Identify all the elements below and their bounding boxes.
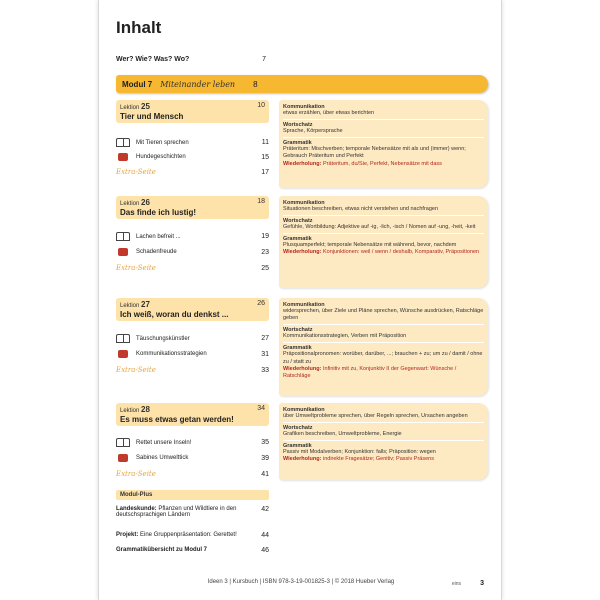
lektion-details [279,100,488,188]
list-item-page: 44 [261,532,269,539]
wort-label: Wortschatz [283,218,313,225]
list-item-text: Kommunikationsstrategien [136,351,207,357]
wdh-text: Konjunktionen: weil / wenn / deshalb, Komparativ, Präpositionen [322,249,480,256]
modul-plus-header: Modul-Plus [116,490,269,500]
plus-item-bold: Landeskunde: [116,506,157,512]
komm-text: über Umweltprobleme sprechen, über Regeln sprechen, Ursachen angeben [283,413,468,419]
list-item[interactable] [116,438,269,447]
wort-text: Sprache, Körpersprache [283,128,343,135]
list-item-page: 39 [261,454,269,462]
list-item[interactable] [116,232,269,241]
list-item[interactable] [116,264,269,272]
lektion-title: Tier und Mensch [120,112,184,121]
extra-seite-label: Extra-Seite [116,470,156,478]
wdh-text: indirekte Fragesätze; Genitiv; Passiv Präsens [322,456,434,463]
komm-label: Kommunikation [283,104,325,110]
lektion-label: Lektion [120,201,140,207]
wdh-text: Infinitiv mit zu, Konjunktiv II der Gegenwart: Wünsche / Ratschläge [283,365,457,379]
lektion-header[interactable] [116,100,269,123]
lektion-page: 10 [257,102,265,109]
page-number-word: eins [451,581,461,587]
gram-label: Grammatik [283,443,312,450]
list-item[interactable] [116,506,269,518]
wort-label: Wortschatz [283,425,313,432]
footer-credits: Ideen 3 | Kursbuch | ISBN 978-3-19-001825-3 | © 2018 Hueber Verlag [207,579,395,585]
list-item-text: Lachen befreit ... [136,233,181,240]
list-item-page: 31 [261,350,269,358]
list-item[interactable] [116,366,269,374]
audio-icon [118,454,128,462]
gram-label: Grammatik [283,345,312,352]
lektion-title: Das finde ich lustig! [120,208,197,217]
lektion-details [279,403,488,480]
list-item-text: Täuschungskünstler [136,335,190,342]
gram-label: Grammatik [283,140,312,147]
list-item-text: Sabines Umwelttick [136,455,189,461]
toc-intro-page: 7 [262,56,266,63]
wdh-text: Präteritum, du/Sie, Perfekt, Nebensätze mit dass [322,160,442,167]
plus-item-text: Pflanzen und Wildtiere in den deutschsprachigen Ländern [116,506,237,518]
wort-text: Gefühle, Wortbildung: Adjektive auf -ig, -lich, -isch / Nomen auf -ung, -heit, -keit [283,224,476,231]
book-page [98,0,502,600]
list-item-page: 23 [261,248,269,256]
list-item-page: 33 [261,366,269,374]
lektion-number: 25 [141,102,150,111]
wdh-label: Wiederholung: [283,249,322,256]
lektion-title: Es muss etwas getan werden! [120,415,234,424]
list-item[interactable] [116,547,269,554]
lektion-details [279,196,488,288]
list-item-text: Rettet unsere Inseln! [136,439,192,446]
lektion-header[interactable] [116,298,269,321]
gram-text: Plusquamperfekt; temporale Nebensätze mit während, bevor, nachdem [283,242,457,249]
lektion-page: 18 [257,198,265,205]
wort-text: Kommunikationsstrategien, Verben mit Präposition [283,333,407,340]
audio-icon [118,350,128,358]
plus-item-bold: Projekt: [116,532,139,538]
modul-bar[interactable] [116,75,488,93]
lektion-label: Lektion [120,303,140,309]
wdh-label: Wiederholung: [283,365,322,372]
list-item-page: 42 [261,506,269,513]
list-item-page: 41 [261,470,269,478]
modul-page: 8 [253,79,258,89]
gram-text: Präpositionalpronomen: worüber, darüber, ...; brauchen + zu; um zu / damit / ohne zu / statt zu [283,351,483,365]
list-item[interactable] [116,168,269,176]
list-item[interactable] [116,454,269,462]
wdh-label: Wiederholung: [283,160,322,167]
lektion-header[interactable] [116,403,269,426]
page-title: Inhalt [116,18,162,37]
book-icon [116,334,130,343]
book-icon [116,138,130,147]
list-item-page: 27 [261,335,269,342]
book-icon [116,232,130,241]
list-item[interactable] [116,350,269,358]
lektion-number: 28 [141,405,150,414]
list-item-page: 25 [261,264,269,272]
lektion-details [279,298,488,396]
komm-label: Kommunikation [283,200,325,206]
modul-label: Modul 7 [122,79,153,89]
gram-text: Passiv mit Modalverben; Konjunktion: falls; Präposition: wegen [283,449,436,456]
extra-seite-label: Extra-Seite [116,366,156,374]
list-item[interactable] [116,138,269,147]
gram-label: Grammatik [283,236,312,243]
list-item[interactable] [116,470,269,478]
komm-text: Situationen beschreiben, etwas nicht verstehen und nachfragen [283,206,439,212]
list-item-page: 17 [261,168,269,176]
lektion-label: Lektion [120,105,140,111]
lektion-number: 26 [141,198,150,207]
page-number: 3 [480,580,484,587]
list-item[interactable] [116,532,269,539]
list-item-page: 46 [261,547,269,554]
wort-label: Wortschatz [283,327,313,334]
komm-label: Kommunikation [283,302,325,308]
list-item-page: 15 [261,153,269,161]
list-item-page: 11 [261,139,269,146]
list-item[interactable] [116,334,269,343]
book-icon [116,438,130,447]
toc-intro[interactable] [116,56,266,63]
list-item[interactable] [116,248,269,256]
plus-item-text: Eine Gruppenpräsentation: Gerettet! [138,532,237,538]
list-item-page: 19 [261,233,269,240]
wort-label: Wortschatz [283,122,313,129]
gram-text: Präteritum: Mischverben; temporale Nebensätze mit als und (immer) wenn; Gebrauch Präteritum und Perfekt [283,146,466,160]
list-item-page: 35 [261,439,269,446]
lektion-page: 26 [257,300,265,307]
komm-text: widersprechen, über Ziele und Pläne sprechen, Wünsche ausdrücken, Ratschläge geben [283,308,484,322]
list-item-text: Mit Tieren sprechen [136,139,189,146]
lektion-title: Ich weiß, woran du denkst ... [120,310,229,319]
wdh-label: Wiederholung: [283,456,322,463]
komm-text: etwas erzählen, über etwas berichten [283,110,375,116]
lektion-page: 34 [257,405,265,412]
audio-icon [118,248,128,256]
list-item-text: Schadenfreude [136,249,177,255]
list-item[interactable] [116,153,269,161]
list-item-text: Hundegeschichten [136,154,186,160]
lektion-header[interactable] [116,196,269,219]
audio-icon [118,153,128,161]
komm-label: Kommunikation [283,407,325,413]
lektion-number: 27 [141,300,150,309]
modul-subtitle: Miteinander leben [160,79,236,89]
lektion-label: Lektion [120,408,140,414]
wort-text: Grafiken beschreiben, Umweltprobleme, Energie [283,431,402,438]
extra-seite-label: Extra-Seite [116,168,156,176]
extra-seite-label: Extra-Seite [116,264,156,272]
plus-item-bold: Grammatikübersicht zu Modul 7 [116,547,208,553]
toc-intro-label: Wer? Wie? Was? Wo? [116,56,190,63]
